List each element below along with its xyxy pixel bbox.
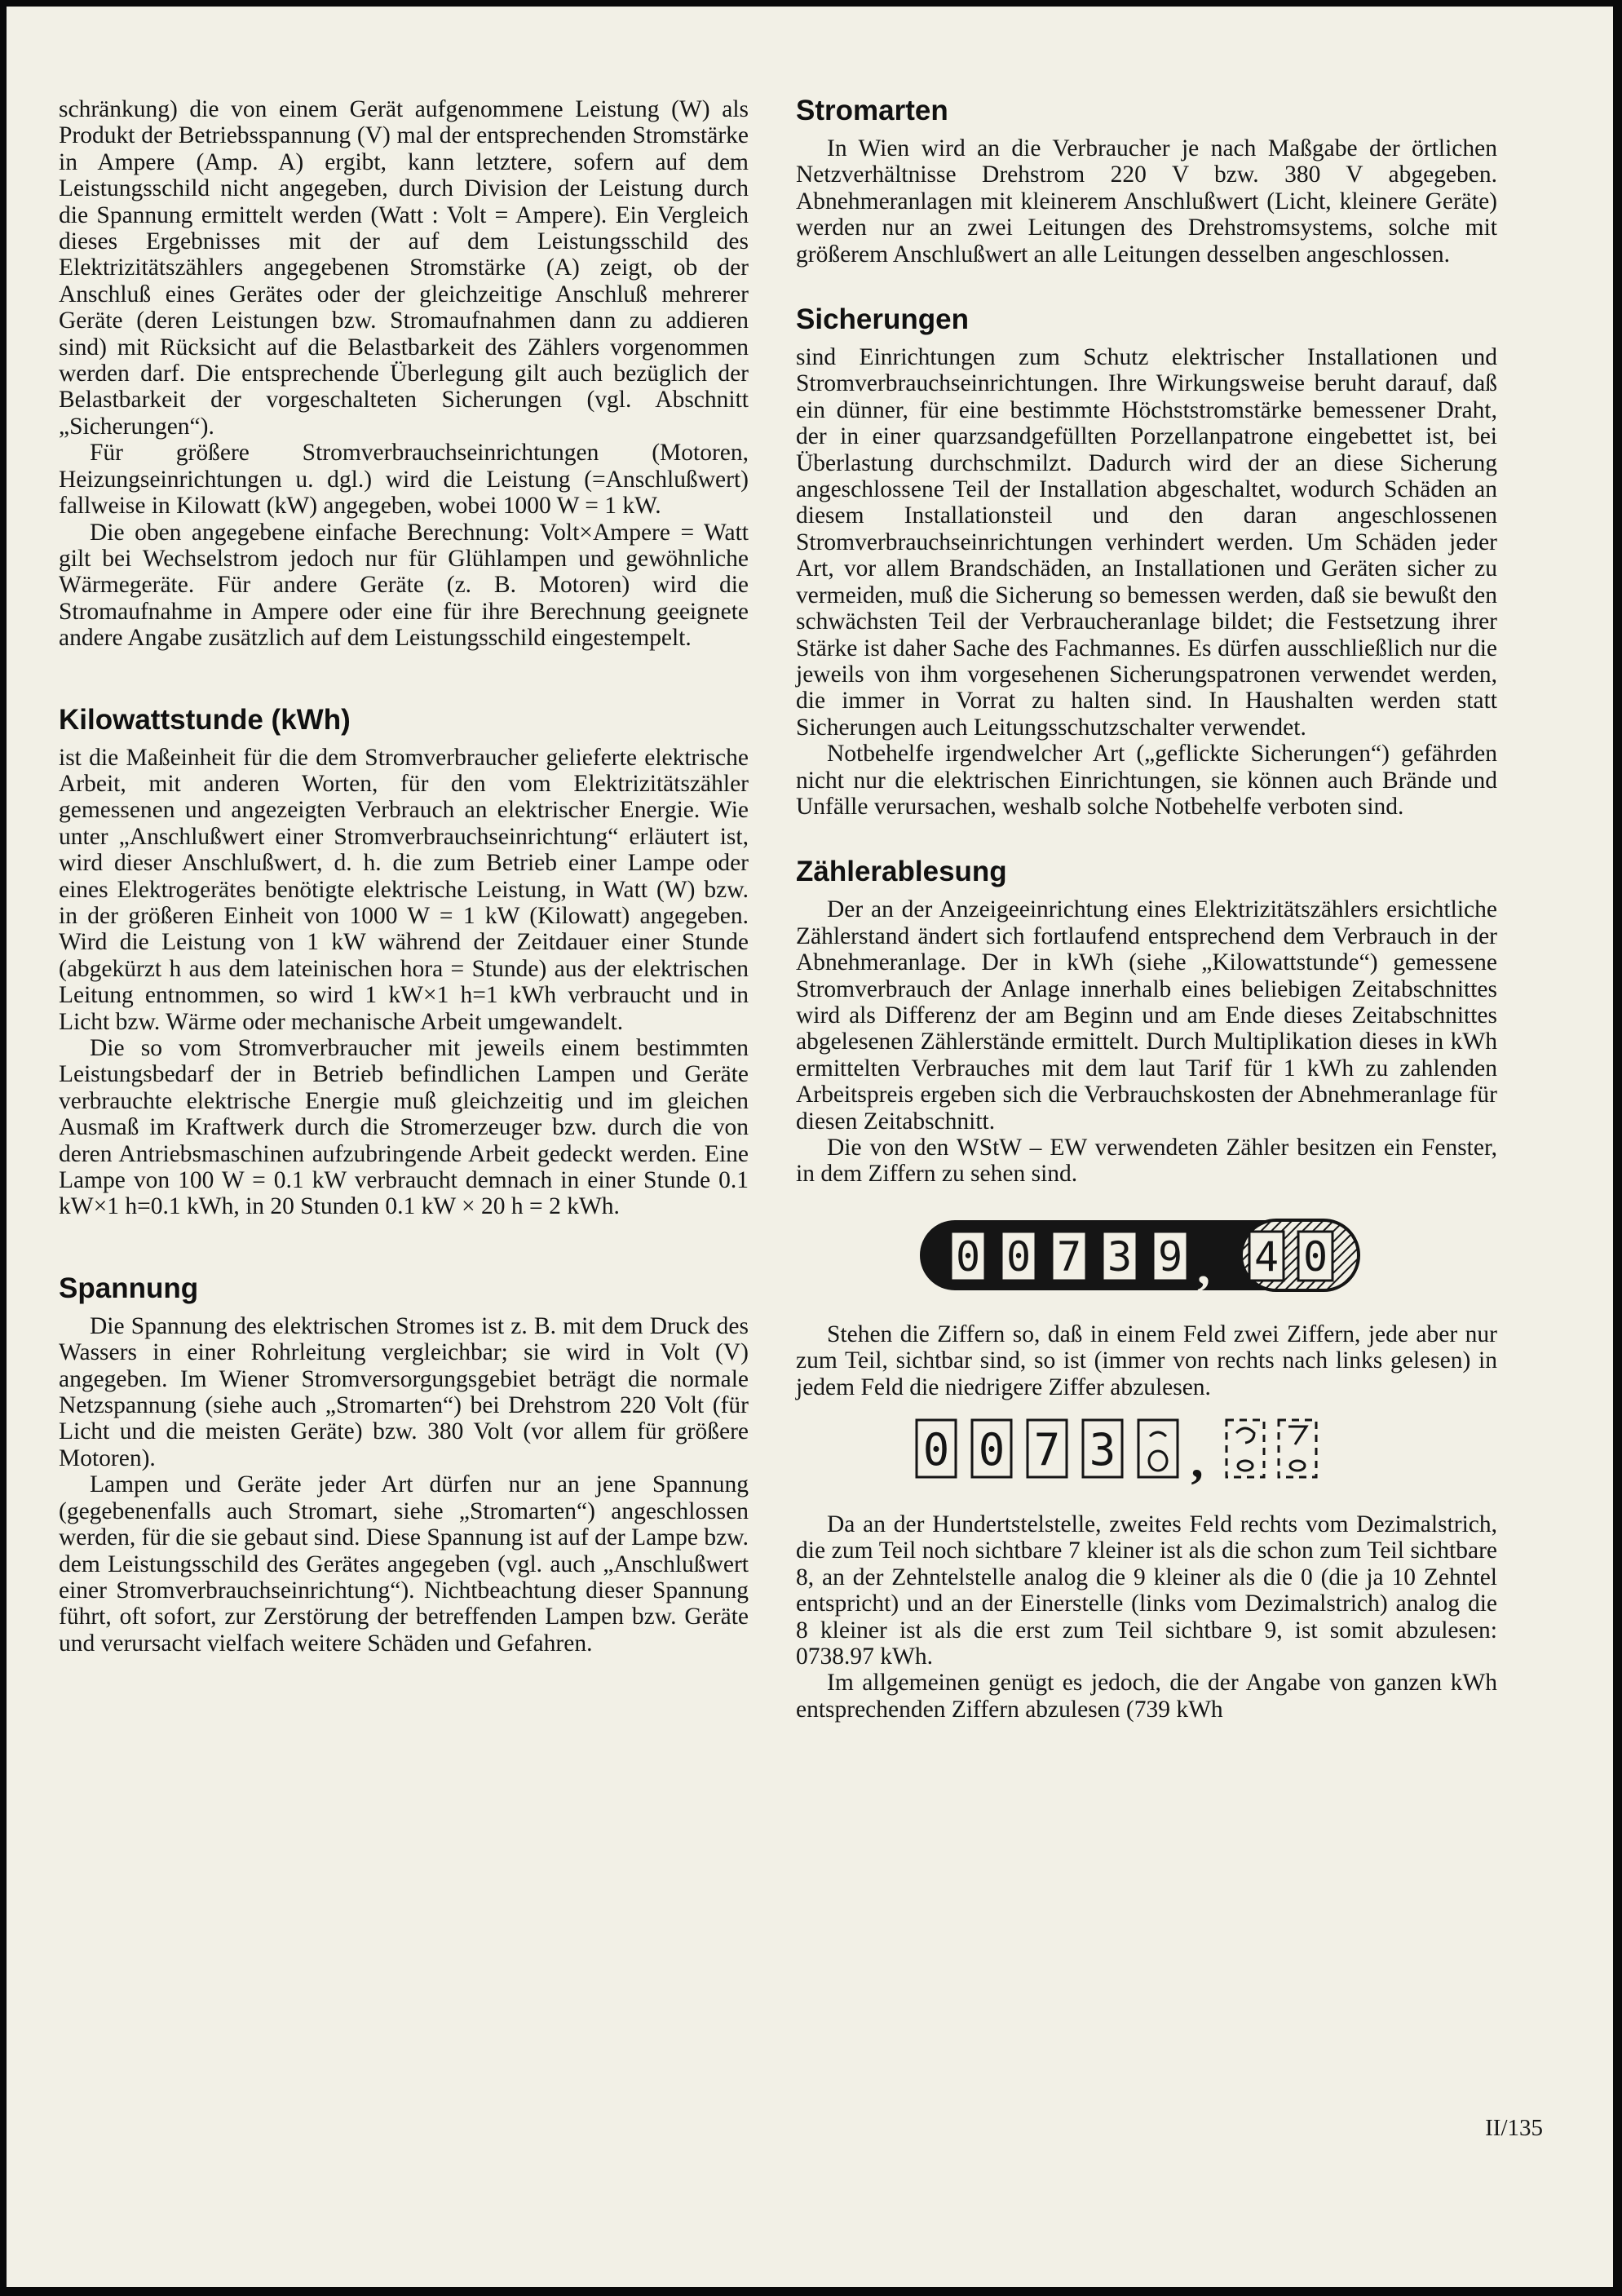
paragraph: schränkung) die von einem Gerät aufgenommene Leistung (W) als Produkt der Betriebsspannung (V) mal der entsprechenden Stromstärke in Ampere (Amp. A) ergibt, kann letztere, sofern auf dem Leistungsschild nicht angegeben, durch Division der Leistung durch die Spannung ermittelt werden (Watt : Volt = Ampere). Ein Vergleich dieses Ergebnisses mit der auf dem Leistungsschild des Elektrizitätszählers angegebenen Stromstärke (A) zeigt, ob der Anschluß eines Gerätes oder der gleichzeitige Anschluß mehrerer Geräte (deren Leistungen bzw. Stromaufnahmen dann zu addieren sind) mit Rücksicht auf die Belastbarkeit des Zählers vorgenommen werden darf. Die entsprechende Überlegung gilt auch bezüglich der Belastbarkeit der vorgeschalteten Sicherungen (vgl. Abschnitt „Sicherungen“).	[59, 96, 749, 440]
meter-counter-figure	[796, 1207, 1497, 1303]
partial-digit: 3	[1089, 1424, 1116, 1476]
counter-decimal-digit: 4	[1253, 1232, 1279, 1281]
counter-digit: 0	[955, 1232, 981, 1281]
counter-decimal-separator: ,	[1197, 1236, 1210, 1295]
paragraph: Im allgemeinen genügt es jedoch, die der Angabe von ganzen kWh entsprechenden Ziffern abzulesen (739 kWh	[796, 1670, 1497, 1723]
partial-digit: 0	[922, 1424, 950, 1476]
heading-zaehlerablesung: Zählerablesung	[796, 856, 1007, 888]
meter-partial-digits-figure	[796, 1409, 1497, 1487]
counter-decimal-digit: 0	[1302, 1232, 1328, 1281]
page-number: II/135	[1485, 2115, 1543, 2141]
paragraph: Die Spannung des elektrischen Stromes ist z. B. mit dem Druck des Wassers in einer Rohrleitung vergleichbar; sie wird in Volt (V) angegeben. Im Wiener Stromversorgungsgebiet beträgt die normale Netzspannung (siehe auch „Stromarten“) bei Drehstrom 220 Volt (für Licht und die meisten Geräte) bzw. 380 Volt (vor allem für größere Motoren).	[59, 1312, 749, 1471]
paragraph: sind Einrichtungen zum Schutz elektrischer Installationen und Stromverbrauchseinrichtungen. Ihre Wirkungsweise beruht darauf, daß ein dünner, für eine bestimmte Höchststromstärke bemessener Draht, der in einer quarzsandgefüllten Porzellanpatrone eingebettet ist, bei Überlastung durchschmilzt. Dadurch wird der an diese Sicherung angeschlossene Teil der Installation abgeschaltet, wodurch Schäden an diesem Installationsteil und den daran angeschlossenen Stromverbrauchseinrichtungen verhindert werden. Um Schäden jeder Art, vor allem Brandschäden, an Installationen und Geräten sicher zu vermeiden, muß die Sicherung so bemessen werden, daß sie bewußt den schwächsten Teil der Verbraucheranlage bildet; die Festsetzung ihrer Stärke ist daher Sache des Fachmannes. Es dürfen ausschließlich nur die jeweils von ihm vorgesehenen Sicherungspatronen verwendet werden, die immer in Vorrat zu halten sind. In Haushalten werden statt Sicherungen auch Leitungsschutzschalter verwendet.	[796, 344, 1497, 741]
counter-digit: 7	[1056, 1232, 1082, 1281]
paragraph: Die so vom Stromverbraucher mit jeweils einem bestimmten Leistungsbedarf der in Betrieb befindlichen Lampen und Geräte verbrauchte elektrische Energie muß gleichzeitig und im gleichen Ausmaß im Kraftwerk durch die Stromerzeuger bzw. durch die von deren Antriebsmaschinen aufzubringende Arbeit gedeckt werden. Eine Lampe von 100 W = 0.1 kW verbraucht demnach in einer Stunde 0.1 kW×1 h=0.1 kWh, in 20 Stunden 0.1 kW × 20 h = 2 kWh.	[59, 1035, 749, 1220]
heading-spannung: Spannung	[59, 1272, 199, 1304]
partial-digit-rolling	[1149, 1432, 1167, 1471]
partial-decimal-separator: ,	[1191, 1434, 1204, 1488]
heading-stromarten: Stromarten	[796, 95, 948, 126]
document-page	[7, 7, 1613, 2287]
counter-digit: 0	[1005, 1232, 1032, 1281]
meter-partial-digits-graphic	[796, 1409, 1497, 1487]
counter-digit: 9	[1157, 1232, 1183, 1281]
partial-digit: 7	[1033, 1424, 1061, 1476]
meter-counter-graphic	[796, 1207, 1497, 1303]
left-column	[59, 96, 749, 1657]
heading-kilowattstunde: Kilowattstunde (kWh)	[59, 703, 351, 736]
partial-decimal-rolling-digits	[1236, 1427, 1306, 1471]
paragraph: Die oben angegebene einfache Berechnung: Volt×Ampere = Watt gilt bei Wechselstrom jedoch nur für Glühlampen und gewöhnliche Wärmegeräte. Für andere Geräte (z. B. Motoren) wird die Stromaufnahme in Ampere oder eine für ihre Berechnung geeignete andere Angabe zusätzlich auf dem Leistungsschild eingestempelt.	[59, 519, 749, 652]
paragraph: Stehen die Ziffern so, daß in einem Feld zwei Ziffern, jede aber nur zum Teil, sichtbar sind, so ist (immer von rechts nach links gelesen) in jedem Feld die niedrigere Ziffer abzulesen.	[796, 1321, 1497, 1400]
paragraph: Lampen und Geräte jeder Art dürfen nur an jene Spannung (gegebenenfalls auch Stromart, siehe „Stromarten“) angeschlossen werden, für die sie gebaut sind. Diese Spannung ist auf der Lampe bzw. dem Leistungsschild des Gerätes angegeben (vgl. auch „Anschlußwert einer Stromverbrauchseinrichtung“). Nichtbeachtung dieser Spannung führt, oft sofort, zur Zerstörung der betreffenden Lampen bzw. Geräte und verursacht vielfach weitere Schäden und Gefahren.	[59, 1471, 749, 1657]
paragraph: In Wien wird an die Verbraucher je nach Maßgabe der örtlichen Netzverhältnisse Drehstrom 220 V bzw. 380 V abgegeben. Abnehmeranlagen mit kleinerem Anschlußwert (Licht, kleinere Geräte) werden nur an zwei Leitungen des Drehstromsystems, solche mit größerem Anschlußwert an alle Leitungen desselben angeschlossen.	[796, 135, 1497, 268]
paragraph: ist die Maßeinheit für die dem Stromverbraucher gelieferte elektrische Arbeit, mit anderen Worten, für den vom Elektrizitätszähler gemessenen und angezeigten Verbrauch an elektrischer Energie. Wie unter „Anschlußwert einer Stromverbrauchseinrichtung“ erläutert ist, wird dieser Anschlußwert, d. h. die zum Betrieb einer Lampe oder eines Elektrogerätes benötigte elektrische Leistung, in Watt (W) bzw. in der größeren Einheit von 1000 W = 1 kW (Kilowatt) angegeben. Wird die Leistung von 1 kW während der Zeitdauer einer Stunde (abgekürzt h aus dem lateinischen hora = Stunde) aus der elektrischen Leitung entnommen, so wird 1 kW×1 h=1 kWh verbraucht und in Licht bzw. Wärme oder mechanische Arbeit umgewandelt.	[59, 744, 749, 1035]
heading-sicherungen: Sicherungen	[796, 303, 969, 336]
counter-digit: 3	[1107, 1232, 1133, 1281]
paragraph: Notbehelfe irgendwelcher Art („geflickte Sicherungen“) gefährden nicht nur die elektrischen Einrichtungen, sie können auch Brände und Unfälle verursachen, weshalb solche Notbehelfe verboten sind.	[796, 741, 1497, 820]
paragraph: Da an der Hundertstelstelle, zweites Feld rechts vom Dezimalstrich, die zum Teil noch sichtbare 7 kleiner ist als die schon zum Teil sichtbare 8, an der Zehntelstelle analog die 9 kleiner als die 0 (die ja 10 Zehntel entspricht) und an der Einerstelle (links vom Dezimalstrich) analog die 8 kleiner ist als die erst zum Teil sichtbare 9, ist somit abzulesen: 0738.97 kWh.	[796, 1511, 1497, 1670]
paragraph: Die von den WStW – EW verwendeten Zähler besitzen ein Fenster, in dem Ziffern zu sehen sind.	[796, 1135, 1497, 1188]
right-column	[796, 95, 1497, 1723]
paragraph: Der an der Anzeigeeinrichtung eines Elektrizitätszählers ersichtliche Zählerstand ändert sich fortlaufend entsprechend dem Verbrauch in der Abnehmeranlage. Der in kWh (siehe „Kilowattstunde“) gemessene Stromverbrauch der Anlage innerhalb eines beliebigen Zeitabschnittes wird als Differenz der am Beginn und am Ende dieses Zeitabschnittes abgelesenen Zählerstände ermittelt. Durch Multiplikation dieses in kWh ermittelten Verbrauches mit dem laut Tarif für 1 kWh zu zahlenden Arbeitspreis ergeben sich die Verbrauchskosten der Abnehmeranlage für diesen Zeitabschnitt.	[796, 896, 1497, 1135]
paragraph: Für größere Stromverbrauchseinrichtungen (Motoren, Heizungseinrichtungen u. dgl.) wird die Leistung (=Anschlußwert) fallweise in Kilowatt (kW) angegeben, wobei 1000 W = 1 kW.	[59, 440, 749, 520]
partial-digit: 0	[978, 1424, 1005, 1476]
